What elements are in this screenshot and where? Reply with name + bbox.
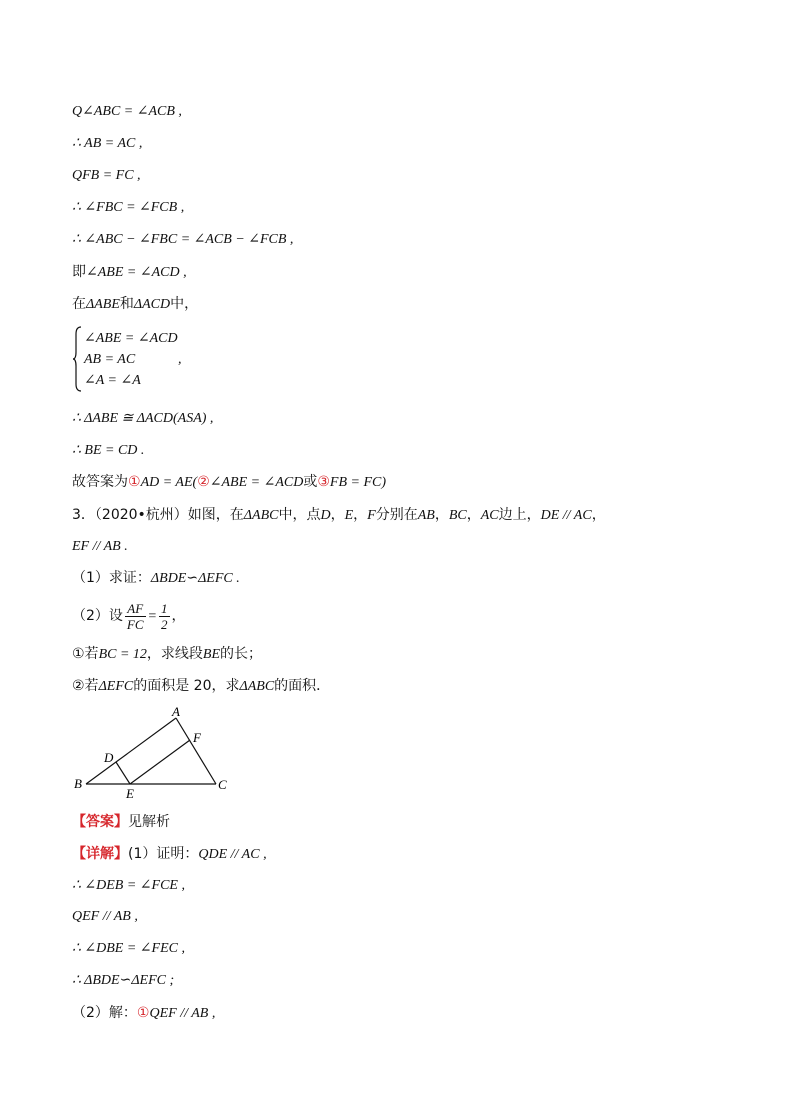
- math-triangle-abe: ΔABE: [86, 297, 120, 312]
- text-he: 和: [119, 296, 134, 312]
- subpart-1-end: 的长；: [220, 646, 263, 662]
- part-1-math: ΔBDE∽ΔEFC .: [150, 571, 240, 586]
- detail-circled-one: ①: [136, 1005, 150, 1021]
- text-ji: 即: [72, 264, 86, 280]
- circled-one: ①: [128, 474, 141, 490]
- label-b: B: [74, 776, 82, 791]
- q3-de-parallel-ac: DE // AC: [540, 508, 592, 523]
- part-1-label: （1）求证：: [72, 570, 151, 586]
- proof-line-1: Q∠ABC = ∠ACB ,: [72, 104, 182, 119]
- detail-de-parallel-ac: QDE // AC ,: [198, 847, 267, 862]
- label-e: E: [126, 786, 134, 801]
- segment-ef: [130, 740, 190, 784]
- subpart-2-abc: ΔABC: [239, 679, 275, 694]
- q3-text-sides: 边上，: [498, 507, 541, 523]
- q3-text-on: 分别在: [375, 507, 418, 523]
- segment-ac: [176, 718, 216, 784]
- triangle-figure: [70, 706, 240, 802]
- text-zai: 在: [72, 296, 86, 312]
- fraction-numerator: AF: [125, 601, 146, 617]
- segment-ba: [86, 718, 176, 784]
- math-angle-eq: ∠ABE = ∠ACD ,: [86, 265, 187, 280]
- math-triangle-acd: ΔACD: [133, 297, 171, 312]
- q3-e: E: [344, 508, 354, 523]
- proof-line-2: ∴ AB = AC ,: [72, 136, 143, 151]
- segment-de: [116, 762, 130, 784]
- subpart-2: [72, 675, 330, 697]
- subpart-1-bc: BC = 12: [98, 647, 147, 662]
- label-d: D: [104, 750, 114, 765]
- q3-f: F: [367, 508, 376, 523]
- q3-text-point: 中，点: [278, 507, 321, 523]
- circled-three: ③: [317, 474, 330, 490]
- answer-bracket: 【答案】: [72, 814, 128, 830]
- detail-ef-parallel-ab: QEF // AB ,: [149, 1006, 216, 1021]
- fraction-one-half: [159, 601, 170, 632]
- part-2: [72, 598, 186, 634]
- label-f: F: [193, 730, 201, 745]
- subpart-1-label: ①若: [72, 646, 99, 662]
- q3-ab: AB: [417, 508, 435, 523]
- proof-line-7: [72, 293, 198, 315]
- q3-bc: BC: [448, 508, 467, 523]
- system-row-2: AB = AC: [84, 352, 136, 367]
- equation-system: [72, 326, 272, 396]
- part-2-comma: ，: [171, 608, 186, 624]
- math-abe-acd: ∠ABE = ∠ACD: [209, 475, 304, 490]
- part-2-label: （2）设: [72, 608, 123, 624]
- circled-two: ②: [197, 474, 210, 490]
- fraction-denominator: FC: [126, 616, 144, 632]
- equals-sign: =: [147, 609, 157, 624]
- q3-triangle: ΔABC: [243, 508, 279, 523]
- system-comma: ,: [178, 352, 182, 367]
- part-1: [72, 567, 240, 589]
- answer-header: [72, 811, 170, 833]
- fraction-af-fc: [125, 601, 146, 632]
- detail-line-3: QEF // AB ,: [72, 909, 138, 924]
- q3-comma-2: ，: [353, 507, 368, 523]
- q3-comma-4: ，: [466, 507, 481, 523]
- proof-line-9: ∴ BE = CD .: [72, 443, 145, 458]
- fraction-numerator-2: 1: [161, 600, 168, 616]
- text-answer-is: 故答案为: [72, 474, 128, 490]
- system-row-1: ∠ABE = ∠ACD: [84, 331, 178, 346]
- answer-text: 见解析: [128, 814, 170, 830]
- subpart-2-efc: ΔEFC: [98, 679, 134, 694]
- subpart-2-end: 的面积．: [274, 678, 331, 694]
- left-brace-icon: [72, 326, 82, 392]
- system-row-3: ∠A = ∠A: [84, 373, 141, 388]
- label-c: C: [218, 777, 227, 792]
- detail-proof-label: (1）证明：: [128, 846, 199, 862]
- proof-line-4: ∴ ∠FBC = ∠FCB ,: [72, 200, 185, 215]
- subpart-2-label: ②若: [72, 678, 99, 694]
- fraction-denominator-2: 2: [161, 616, 168, 632]
- subpart-1-be: BE: [202, 647, 221, 662]
- q3-d: D: [320, 508, 331, 523]
- q3-intro: 3．（2020•杭州）如图，在: [72, 507, 244, 523]
- text-or: 或: [303, 474, 318, 490]
- question-3-line-2: EF // AB .: [72, 539, 128, 554]
- detail-line-6: [72, 1002, 215, 1024]
- proof-line-3: QFB = FC ,: [72, 168, 141, 183]
- detail-bracket: 【详解】: [72, 846, 128, 862]
- text-zhong: 中，: [170, 296, 199, 312]
- detail-line-2: ∴ ∠DEB = ∠FCE ,: [72, 878, 185, 893]
- detail-line-1: [72, 843, 267, 865]
- math-ad-ae: AD = AE(: [140, 475, 198, 490]
- detail-line-5: ∴ ΔBDE∽ΔEFC ;: [72, 973, 175, 988]
- math-fb-fc: FB = FC): [329, 475, 386, 490]
- proof-line-6: [72, 261, 187, 283]
- proof-line-5: ∴ ∠ABC − ∠FBC = ∠ACB − ∠FCB ,: [72, 232, 294, 247]
- q3-comma-3: ，: [434, 507, 449, 523]
- subpart-2-text: 的面积是 20，求: [133, 678, 240, 694]
- q3-comma-1: ，: [330, 507, 345, 523]
- proof-line-8: ∴ ΔABE ≅ ΔACD(ASA) ,: [72, 411, 214, 426]
- subpart-1: [72, 643, 262, 665]
- detail-solve-label: （2）解：: [72, 1005, 137, 1021]
- question-3-line-1: [72, 504, 606, 526]
- answer-line: [72, 471, 386, 493]
- subpart-1-text: ，求线段: [146, 646, 203, 662]
- detail-line-4: ∴ ∠DBE = ∠FEC ,: [72, 941, 185, 956]
- q3-ac: AC: [480, 508, 499, 523]
- label-a: A: [172, 706, 180, 719]
- q3-comma-5: ，: [591, 507, 606, 523]
